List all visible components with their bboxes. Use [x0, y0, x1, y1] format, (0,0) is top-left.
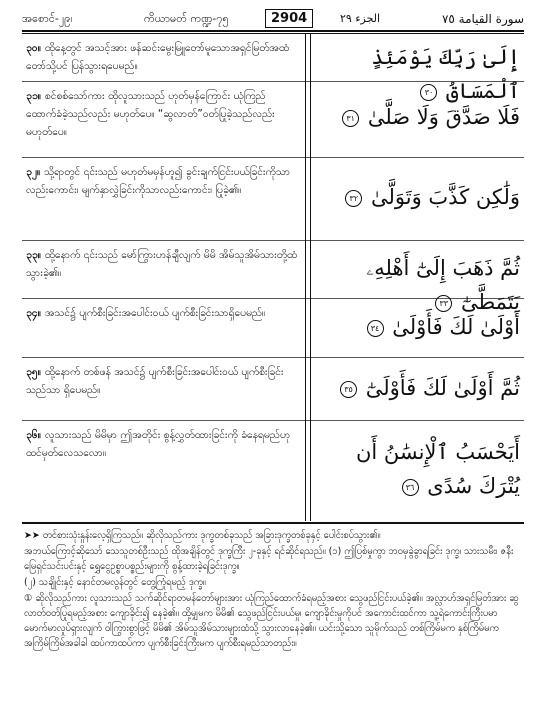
footnote-rule	[22, 523, 524, 524]
verse-row	[22, 299, 524, 358]
arabic-text: ثُمَّ أَوْلَىٰ لَكَ فَأَوْلَىٰٓ	[365, 376, 520, 400]
ayah-end-marker: ٣٢	[345, 190, 362, 207]
footnotes	[24, 528, 524, 652]
quran-page	[22, 8, 524, 704]
header-surah-myanmar: ကိယာမတ် ကဏ္ဍ-၇၅	[144, 12, 229, 25]
verse-row	[22, 82, 524, 158]
verse-arabic	[314, 435, 520, 503]
verse-number: ၃၁။	[26, 90, 41, 102]
arabic-text: إِلَىٰ رَبِّكَ يَوْمَئِذٍ ٱلْمَسَاقُ	[371, 45, 520, 103]
verse-arabic	[314, 100, 520, 134]
page-number: 2904	[265, 9, 313, 28]
ayah-end-marker: ٣٤	[367, 320, 384, 337]
ayah-end-marker: ٣٥	[340, 381, 357, 398]
verse-arabic	[314, 371, 520, 405]
verse-table	[22, 33, 524, 523]
ayah-end-marker: ٣٦	[402, 479, 419, 496]
verse-translation	[26, 304, 298, 322]
translation-text: ထို့နောက် ၎င်းသည် မော်ကြွားဟန်ချီလျက် မိမိ အိမ်သူအိမ်သားတို့ထံ သွားခဲ့၏။	[26, 249, 298, 279]
arabic-text: ثُمَّ ذَهَبَ إِلَىٰٓ أَهْلِهِۦ يَتَمَطَّىٰٓ	[366, 256, 520, 314]
verse-row	[22, 358, 524, 421]
translation-text: ထို့နောက် တစ်ဖန် အသင်၌ ပျက်စီးခြင်းအပေါင်းဝယ် ပျက်စီးခြင်းသည်သာ ရှိပေမည်။	[26, 366, 284, 396]
verse-number: ၃၅။	[26, 366, 41, 378]
verse-arabic	[314, 180, 520, 214]
header-surah-arabic: سورة القيامة ٧٥	[441, 12, 524, 26]
verse-translation	[26, 246, 298, 282]
column-divider	[305, 33, 311, 521]
arabic-text: أَوْلَىٰ لَكَ فَأَوْلَىٰ	[392, 315, 520, 339]
translation-text: အသင်၌ ပျက်စီးခြင်းအပေါင်းဝယ် ပျက်စီးခြင်းသာရှိပေမည်။	[44, 307, 266, 319]
verse-row	[22, 158, 524, 241]
verse-number: ၃၆။	[26, 429, 41, 441]
verse-translation	[26, 39, 298, 75]
verse-translation	[26, 163, 298, 199]
header-volume: အစောင်-၂၉၊	[22, 12, 73, 25]
verse-number: ၃၄။	[26, 307, 41, 319]
translation-text: လူသားသည် မိမိမှာ ဤအတိုင်း စွန့်လွှတ်ထားခြင်းကို ခံနေရမည်ဟု ထင်မှတ်လေသလော။	[26, 429, 291, 459]
arabic-text: وَلَٰكِن كَذَّبَ وَتَوَلَّىٰ	[371, 185, 520, 209]
arabic-text: أَيَحْسَبُ ٱلْإِنسَٰنُ أَن يُتْرَكَ سُدًى	[355, 440, 520, 498]
translation-text: သို့ရာတွင် ၎င်းသည် မဟုတ်မမှန်ဟူ၍ ခွင်းချက်ငြင်းပယ်ခြင်းကိုသာလည်းကောင်း၊ မျက်နှာလွှဲခြင်းကိုသာလည်းကောင်း၊ ပြုခဲ့၏။	[26, 166, 291, 196]
verse-translation	[26, 363, 298, 399]
footnote-line: ① ဆိုလိုသည်ကား လူသားသည် သက်ဆိုင်ရာတမန်တော်များအား ယုံကြည်ထောက်ခံရမည့်အစား သွေဖည်ငြင်းပယ်ခဲ့၏။ အလ္လာဟ်အရှင်မြတ်အား ဆွလာတ်ဝတ်ပြုရမည့်အစား ကျောခိုင်း၍ နေခဲ့၏။ ထို့မျှမက မိမိ၏ သွေဖည်ငြင်းပယ်မှု၊ ကျောခိုင်းမှုကိုပင် အကောင်းထင်ကာ သူ့ရဲကောင်းကြီးပမာ မောက်မာလှုပ်ရှားလျက် ဝါကြွားစွာဖြင့် မိမိ၏ အိမ်သူအိမ်သားများထံသို့ သွားလာနေခဲ့၏။ ယင်းသို့သော သူမိုက်သည် တစ်ကြိမ်မက နှစ်ကြိမ်မက အကြိမ်ကြိမ်အခါခါ ထပ်ကာထပ်ကာ ပျက်စီးခြင်းကြီးမက ပျက်စီးရမည်သာတည်း။	[24, 593, 519, 649]
verse-translation	[26, 87, 298, 141]
verse-number: ၃၀။	[26, 42, 41, 54]
footnote-line: (၂) သချိုင်းနှင့် နောင်တမလွန်တွင် တွေ့ကြုံရမည့် ဒုက္ခ။	[24, 577, 206, 588]
verse-number: ၃၂။	[26, 166, 41, 178]
translation-text: ထိုနေ့တွင် အသင့်အား ဖန်ဆင်းမွေးမြူတော်မူသောအရှင်မြတ်အထံတော်သို့ပင် ပြန်သွားရပေမည်။	[26, 42, 290, 72]
verse-translation	[26, 426, 298, 462]
header-rule	[22, 30, 524, 32]
ayah-end-marker: ٣٣	[435, 295, 452, 312]
ayah-end-marker: ٣١	[342, 110, 359, 127]
header-juz: الجزء ٢٩	[340, 12, 381, 25]
verse-arabic	[314, 310, 520, 344]
footnote-line: ➤➤ တင်စားသုံးနှုန်းလေ့ရှိကြသည်။ ဆိုလိုသည်ကား ဒုက္ခတစ်ခုသည် အခြားဒုက္ခတစ်ခုနှင့် ပေါင်းစပ်သွား၏။	[24, 530, 381, 541]
verse-row	[22, 421, 524, 521]
translation-text: စင်စစ်သော်ကား ထိုလူသားသည် ဟုတ်မှန်ကြောင်း ယုံကြည်ထောက်ခံခဲ့သည်လည်း မဟုတ်ပေ။ “ဆွလာတ်”ဝတ်ပြုခဲ့သည်လည်း မဟုတ်ပေ။	[26, 90, 275, 138]
arabic-text: فَلَا صَدَّقَ وَلَا صَلَّىٰ	[367, 105, 520, 129]
verse-number: ၃၃။	[26, 249, 41, 261]
ayah-end-marker: ٣٠	[420, 84, 437, 101]
page-header	[22, 8, 524, 30]
footnote-line: အဘယ်ကြောင့်ဆိုသော် သေသူတစ်ဦးသည် ထိုအချိန်တွင် ဒုက္ခကြီး ၂-ခုနှင့် ရင်ဆိုင်ရသည်။ (၁) ဤပြစ်မှုကွာ ဘဝမှခွဲခွာရခြင်း ဒုက္ခ၊ သားသမီး၊ ဇနီး မြေရှင်သင်းပင်းနှင့် ရွှေငွေဥစ္စာပစ္စည်းများကို စွန့်ထားခဲ့ရခြင်းဒုက္ခ။	[24, 546, 514, 572]
